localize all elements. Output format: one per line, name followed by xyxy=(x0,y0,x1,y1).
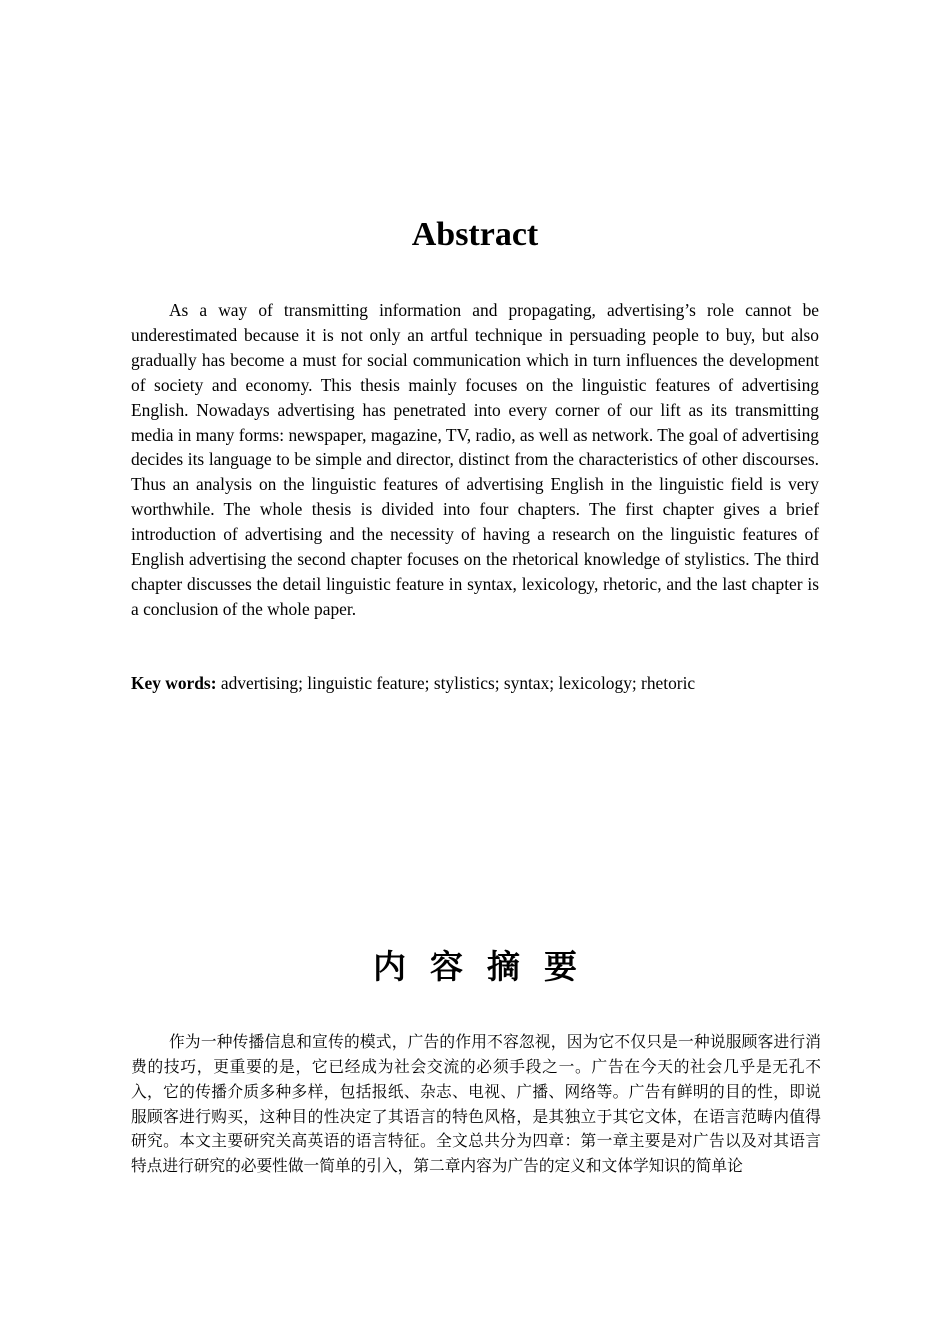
keywords-label: Key words: xyxy=(131,673,217,693)
keywords-list: advertising; linguistic feature; stylistics; syntax; lexicology; rhetoric xyxy=(220,673,696,693)
chinese-abstract-body: 作为一种传播信息和宣传的模式，广告的作用不容忽视，因为它不仅只是一种说服顾客进行消费的技巧，更重要的是，它已经成为社会交流的必须手段之一。广告在今天的社会几乎是无孔不入，它的传播介质多种多样，包括报纸、杂志、电视、广播、网络等。广告有鲜明的目的性，即说服顾客进行购买，这种目的性决定了其语言的特色风格，是其独立于其它文体，在语言范畴内值得研究。本文主要研究关高英语的语言特征。全文总共分为四章：第一章主要是对广告以及对其语言特点进行研究的必要性做一简单的引入，第二章内容为广告的定义和文体学知识的简单论 xyxy=(131,1032,821,1176)
keywords-line xyxy=(131,671,819,696)
chinese-abstract-title: 内容摘要 xyxy=(373,947,601,986)
abstract-body: As a way of transmitting information and propagating, advertising’s role cannot be underestimated because it is not only an artful technique in persuading people to buy, but also gradually has become a must for social communication which in turn influences the development of society and economy. This thesis mainly focuses on the linguistic features of advertising English. Nowadays advertising has penetrated into every corner of our lift as its transmitting media in many forms: newspaper, magazine, TV, radio, as well as network. The goal of advertising decides its language to be simple and director, distinct from the characteristics of other discourses. Thus an analysis on the linguistic features of advertising English in the linguistic field is very worthwhile. The whole thesis is divided into four chapters. The first chapter gives a brief introduction of advertising and the necessity of having a research on the linguistic features of English advertising the second chapter focuses on the rhetorical knowledge of stylistics. The third chapter discusses the detail linguistic feature in syntax, lexicology, rhetoric, and the last chapter is a conclusion of the whole paper. xyxy=(131,300,819,619)
abstract-title: Abstract xyxy=(411,216,539,253)
